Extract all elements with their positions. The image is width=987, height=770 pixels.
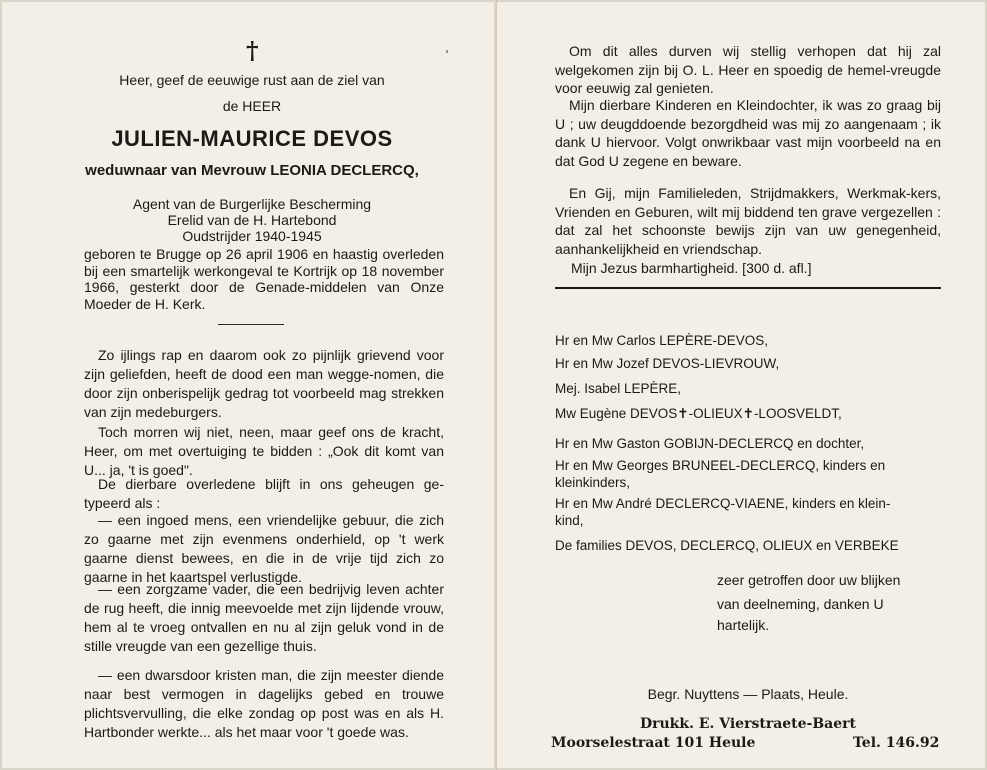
- printer-phone: Tel. 146.92: [853, 735, 940, 751]
- paragraph: En Gij, mijn Familieleden, Strijdmakkers, Werkmak-kers, Vrienden en Geburen, wilt mij biddend ten grave vergezellen : dat zal het schoonste bewijs zijn van uw genegenheid, aanhankelijkheid en vriendschap.: [555, 185, 941, 257]
- role-line: Oudstrijder 1940-1945: [182, 228, 322, 244]
- long-divider: [555, 287, 941, 289]
- family-line: Mej. Isabel LEPÈRE,: [555, 381, 682, 396]
- role-line: Agent van de Burgerlijke Bescherming: [132, 196, 372, 212]
- family-line: Hr en Mw Carlos LEPÈRE-DEVOS,: [555, 333, 769, 348]
- paragraph: De dierbare overledene blijft in ons geheugen ge-typeerd als :: [84, 476, 444, 511]
- printer-name: Drukk. E. Vierstraete-Baert: [639, 716, 857, 732]
- paragraph: Mijn dierbare Kinderen en Kleindochter, ik was zo graag bij U ; uw deugddoende bezorgdheid was mij zo aangenaam ; ik dank U hiervoor. Volgt onwrikbaar vast mijn voorbeeld na en dat God U zegene en beware.: [555, 97, 941, 169]
- birth-death-text: geboren te Brugge op 26 april 1906 en haastig overleden bij een smartelijk werkongeval te Kortrijk op 18 november 1966, gesterkt door de Genade-middelen van Onze Moeder de H. Kerk.: [84, 246, 444, 312]
- family-line: De families DEVOS, DECLERCQ, OLIEUX en VERBEKE: [555, 538, 899, 553]
- family-line: kleinkinders,: [555, 475, 631, 490]
- paragraph: Toch morren wij niet, neen, maar geef ons de kracht, Heer, om met overtuiging te bidden : „Ook dit komt van U... ja, 't is goed".: [84, 424, 444, 478]
- thanks-line: hartelijk.: [717, 617, 770, 633]
- role-line: Erelid van de H. Hartebond: [167, 212, 337, 228]
- paragraph: — een zorgzame vader, die een bedrijvig leven achter de rug heeft, die innig meevoelde met zijn lijdende vrouw, hem al te vroeg ontvallen en nu al zijn geluk vond in de stille vreugde van een gezellige thuis.: [84, 581, 444, 654]
- paragraph: — een ingoed mens, een vriendelijke gebuur, die zich zo gaarne met zijn evenmens onderhield, op 't werk gaarne dienst bewees, en die in de vrije tijd zich zo gaarne in het kaartspel verlustigde.: [84, 512, 444, 585]
- paper-speck: [446, 50, 448, 53]
- paragraph: Om dit alles durven wij stellig verhopen dat hij zal welgekomen zijn bij O. L. Heer en spoedig de hemel-vreugde voor eeuwig zal genieten.: [555, 43, 941, 96]
- left-page: [2, 2, 496, 768]
- family-line: Mw Eugène DEVOS✝-OLIEUX✝-LOOSVELDT,: [555, 406, 842, 421]
- family-line: Hr en Mw Gaston GOBIJN-DECLERCQ en dochter,: [555, 436, 865, 451]
- family-line: Hr en Mw André DECLERCQ-VIAENE, kinders en klein-: [555, 496, 891, 511]
- paragraph: Zo ijlings rap en daarom ook zo pijnlijk grievend voor zijn geliefden, heeft de dood een man wegge-nomen, die door zijn onberispelijk gedrag tot voorbeeld mag strekken van zijn medeburgers.: [84, 347, 444, 420]
- right-page: [497, 2, 985, 768]
- title-line: de HEER: [222, 98, 282, 114]
- undertaker-line: Begr. Nuyttens — Plaats, Heule.: [647, 686, 849, 702]
- family-line: kind,: [555, 513, 584, 528]
- family-line: Hr en Mw Georges BRUNEEL-DECLERCQ, kinders en: [555, 458, 886, 473]
- paragraph: — een dwarsdoor kristen man, die zijn meester diende naar best vermogen in dagelijks gebed en trouwe plichtsvervulling, die elke zondag op post was en als H. Hartbonder werkte... als het maar voor 't goede was.: [84, 667, 444, 740]
- family-line: Hr en Mw Jozef DEVOS-LIEVROUW,: [555, 356, 780, 371]
- thanks-line: van deelneming, danken U: [717, 596, 884, 612]
- indulgence-prayer: Mijn Jezus barmhartigheid. [300 d. afl.]: [571, 260, 812, 276]
- prayer-line: Heer, geef de eeuwige rust aan de ziel van: [119, 72, 385, 88]
- printer-address: Moorselestraat 101 Heule: [551, 735, 756, 751]
- deceased-name: JULIEN-MAURICE DEVOS: [111, 126, 393, 151]
- short-divider: [218, 324, 284, 325]
- spouse-line: weduwnaar van Mevrouw LEONIA DECLERCQ,: [85, 162, 419, 179]
- thanks-line: zeer getroffen door uw blijken: [717, 572, 901, 588]
- cross-icon: †: [246, 36, 259, 65]
